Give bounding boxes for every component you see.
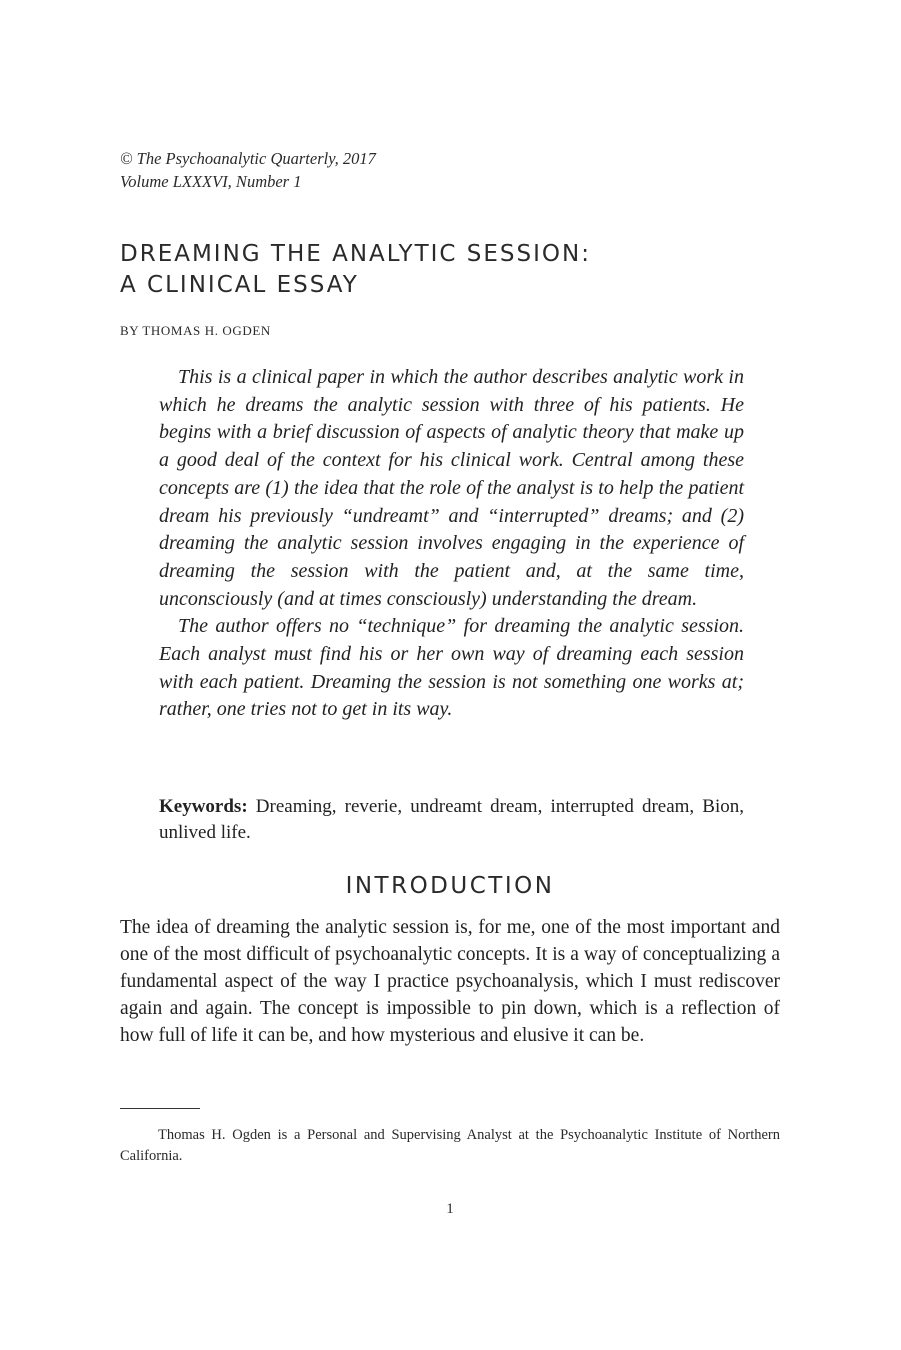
article-title-line-1: DREAMING THE ANALYTIC SESSION: xyxy=(120,241,591,267)
introduction-paragraph: The idea of dreaming the analytic session is, for me, one of the most important and one of the most difficult of psychoanalytic concepts. It is a way of conceptualizing a fundamental aspect of the way I practice psychoanalysis, which I must rediscover again and again. The concept is impossible to pin down, which is a reflection of how full of life it can be, and how mysterious and elusive it can be. xyxy=(120,917,780,1046)
author-byline: BY THOMAS H. OGDEN xyxy=(120,323,271,338)
section-heading-introduction: INTRODUCTION xyxy=(345,873,555,899)
footnote-divider xyxy=(120,1108,200,1109)
abstract-paragraph-1: This is a clinical paper in which the author describes analytic work in which he dreams the analytic session with three of his patients. He begins with a brief discussion of aspects of analytic theory that make up a good deal of the context for his clinical work. Central among these concepts are (1) the idea that the role of the analyst is to help the patient dream his previously “undreamt” and “interrupted” dreams; and (2) dreaming the analytic session involves engaging in the experience of dreaming the session with the patient and, at the same time, unconsciously (and at times consciously) understanding the dream. xyxy=(159,366,744,610)
keywords xyxy=(159,794,744,845)
journal-citation xyxy=(120,147,376,193)
abstract-paragraph-2: The author offers no “technique” for dreaming the analytic session. Each analyst must find his or her own way of dreaming each session with each patient. Dreaming the session is not something one works at; rather, one tries not to get in its way. xyxy=(159,615,744,721)
page-number: 1 xyxy=(446,1201,454,1217)
abstract xyxy=(159,364,744,724)
article-title-line-2: A CLINICAL ESSAY xyxy=(120,272,359,298)
keywords-label: Keywords: xyxy=(159,796,248,817)
article-title xyxy=(120,239,591,301)
keywords-text: Dreaming, reverie, undreamt dream, interrupted dream, Bion, unlived life. xyxy=(159,796,744,843)
copyright-line: © The Psychoanalytic Quarterly, 2017 xyxy=(120,149,376,168)
author-footnote: Thomas H. Ogden is a Personal and Supervising Analyst at the Psychoanalytic Institute of Northern California. xyxy=(120,1127,780,1164)
volume-line: Volume LXXXVI, Number 1 xyxy=(120,172,302,191)
